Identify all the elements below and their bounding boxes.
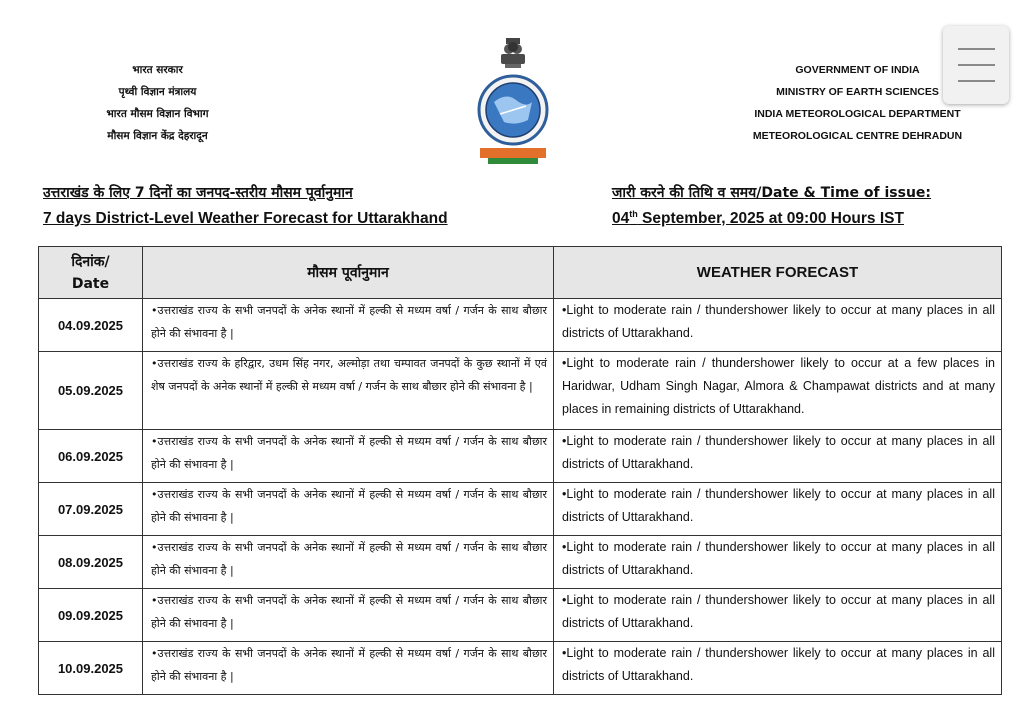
- row-date: 04.09.2025: [39, 299, 143, 352]
- table-row: [39, 352, 1002, 430]
- row-forecast-hindi: •उत्तराखंड राज्य के सभी जनपदों के अनेक स्थानों में हल्की से मध्यम वर्षा / गर्जन के साथ बौछार होने की संभावना है |: [143, 430, 554, 483]
- row-date: 09.09.2025: [39, 589, 143, 642]
- date-header-hindi: दिनांक/: [71, 253, 110, 270]
- row-forecast-english: •Light to moderate rain / thundershower likely to occur at many places in all districts of Uttarakhand.: [554, 589, 1002, 642]
- title-hindi: उत्तराखंड के लिए 7 दिनों का जनपद-स्तरीय मौसम पूर्वानुमान: [43, 185, 353, 201]
- row-forecast-hindi: •उत्तराखंड राज्य के सभी जनपदों के अनेक स्थानों में हल्की से मध्यम वर्षा / गर्जन के साथ बौछार होने की संभावना है |: [143, 483, 554, 536]
- row-forecast-hindi: •उत्तराखंड राज्य के सभी जनपदों के अनेक स्थानों में हल्की से मध्यम वर्षा / गर्जन के साथ बौछार होने की संभावना है |: [143, 642, 554, 695]
- issue-day-suffix: th: [629, 208, 638, 219]
- row-forecast-hindi: •उत्तराखंड राज्य के सभी जनपदों के अनेक स्थानों में हल्की से मध्यम वर्षा / गर्जन के साथ बौछार होने की संभावना है |: [143, 536, 554, 589]
- hamburger-menu-icon[interactable]: [943, 26, 1009, 104]
- table-row: [39, 483, 1002, 536]
- forecast-title: [43, 180, 448, 232]
- header-right-line: INDIA METEOROLOGICAL DEPARTMENT: [754, 108, 961, 120]
- table-row: [39, 642, 1002, 695]
- header-left-line: भारत मौसम विज्ञान विभाग: [106, 108, 209, 120]
- row-forecast-english: •Light to moderate rain / thundershower likely to occur at a few places in Haridwar, Udham Singh Nagar, Almora & Champawat districts and at many places in remaining districts of Uttarakhand.: [554, 352, 1002, 430]
- table-row: [39, 589, 1002, 642]
- imd-emblem-icon: [472, 36, 554, 166]
- row-forecast-english: •Light to moderate rain / thundershower likely to occur at many places in all districts of Uttarakhand.: [554, 642, 1002, 695]
- header-right-line: GOVERNMENT OF INDIA: [795, 64, 920, 76]
- table-row: [39, 299, 1002, 352]
- hindi-forecast-header: मौसम पूर्वानुमान: [143, 247, 554, 299]
- row-forecast-english: •Light to moderate rain / thundershower likely to occur at many places in all districts of Uttarakhand.: [554, 483, 1002, 536]
- issue-info: [612, 180, 931, 232]
- row-date: 05.09.2025: [39, 352, 143, 430]
- forecast-table: [38, 246, 1002, 695]
- row-forecast-hindi: •उत्तराखंड राज्य के सभी जनपदों के अनेक स्थानों में हल्की से मध्यम वर्षा / गर्जन के साथ बौछार होने की संभावना है |: [143, 299, 554, 352]
- issue-day: 04: [612, 210, 630, 227]
- issue-datetime: [612, 206, 931, 232]
- row-forecast-hindi: •उत्तराखंड राज्य के हरिद्वार, उधम सिंह नगर, अल्मोड़ा तथा चम्पावत जनपदों के कुछ स्थानों में एवं शेष जनपदों के अनेक स्थानों में हल्की से मध्यम वर्षा / गर्जन के साथ बौछार होने की संभावना है |: [143, 352, 554, 430]
- header-right-line: METEOROLOGICAL CENTRE DEHRADUN: [752, 130, 963, 142]
- issue-label: जारी करने की तिथि व समय/Date & Time of issue:: [612, 185, 932, 201]
- row-forecast-english: •Light to moderate rain / thundershower likely to occur at many places in all districts of Uttarakhand.: [554, 430, 1002, 483]
- row-date: 06.09.2025: [39, 430, 143, 483]
- title-english: 7 days District-Level Weather Forecast for Uttarakhand: [43, 210, 448, 227]
- row-date: 08.09.2025: [39, 536, 143, 589]
- header-left-line: भारत सरकार: [132, 64, 183, 76]
- header-right-line: MINISTRY OF EARTH SCIENCES: [776, 86, 939, 98]
- header-left-line: मौसम विज्ञान केंद्र देहरादून: [107, 130, 208, 142]
- date-header: [39, 247, 143, 299]
- row-date: 07.09.2025: [39, 483, 143, 536]
- date-header-english: Date: [71, 275, 110, 292]
- table-row: [39, 430, 1002, 483]
- english-forecast-header: WEATHER FORECAST: [554, 247, 1002, 299]
- row-forecast-hindi: •उत्तराखंड राज्य के सभी जनपदों के अनेक स्थानों में हल्की से मध्यम वर्षा / गर्जन के साथ बौछार होने की संभावना है |: [143, 589, 554, 642]
- header-left-hindi: [60, 59, 255, 147]
- row-forecast-english: •Light to moderate rain / thundershower likely to occur at many places in all districts of Uttarakhand.: [554, 536, 1002, 589]
- row-forecast-english: •Light to moderate rain / thundershower likely to occur at many places in all districts of Uttarakhand.: [554, 299, 1002, 352]
- row-date: 10.09.2025: [39, 642, 143, 695]
- table-row: [39, 536, 1002, 589]
- issue-rest: September, 2025 at 09:00 Hours IST: [637, 210, 904, 227]
- header-left-line: पृथ्वी विज्ञान मंत्रालय: [118, 86, 197, 98]
